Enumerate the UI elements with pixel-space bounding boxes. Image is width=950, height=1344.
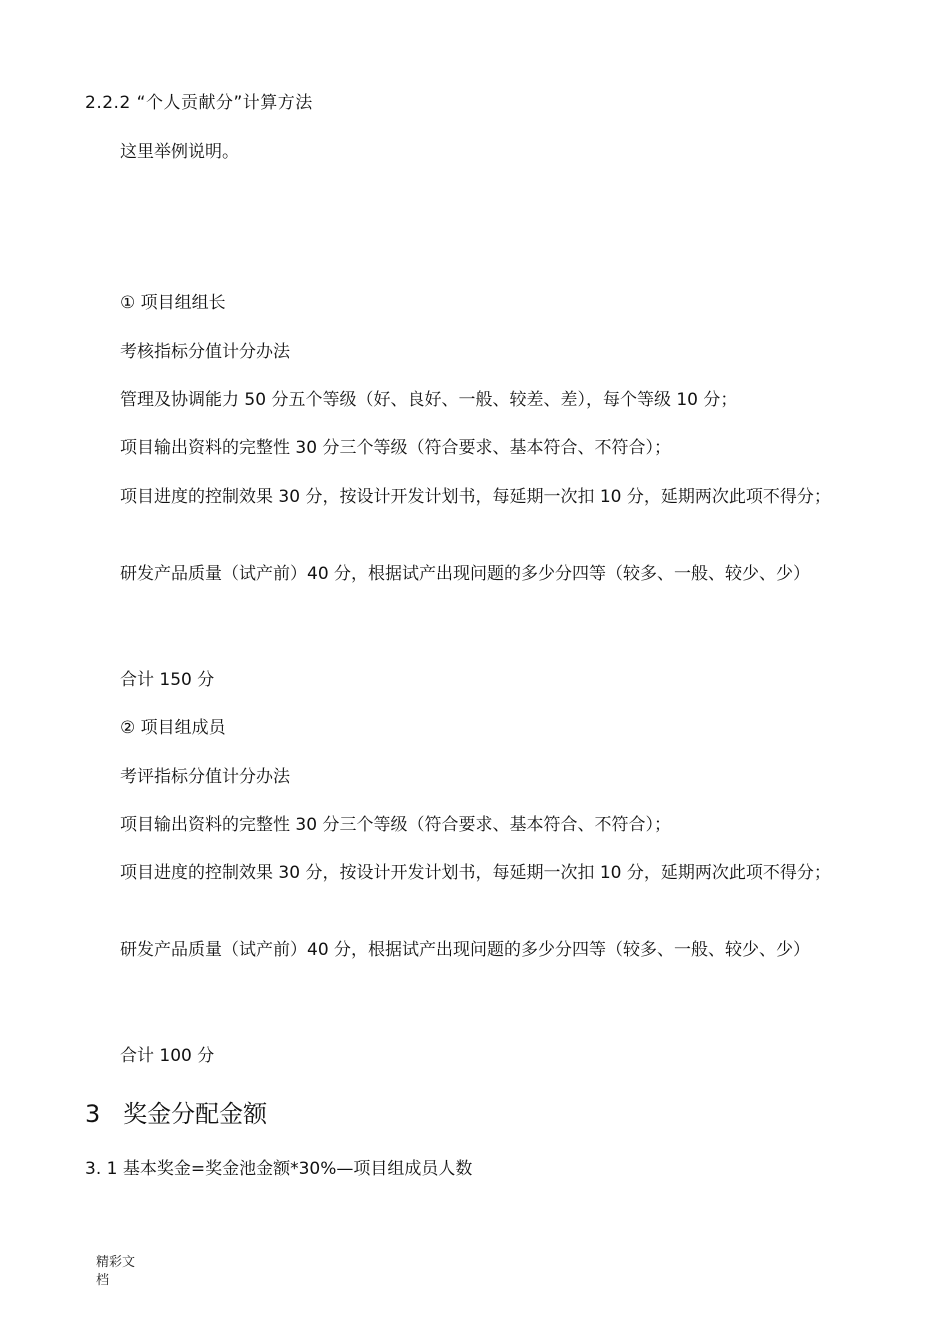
footer-watermark: 精彩文档 [96, 1255, 136, 1288]
member-item-3: 研发产品质量（试产前）40 分，根据试产出现问题的多少分四等（较多、一般、较少、少） [120, 940, 811, 960]
intro-paragraph: 这里举例说明。 [120, 142, 239, 162]
leader-method-label: 考核指标分值计分办法 [120, 342, 290, 362]
member-method-label: 考评指标分值计分办法 [120, 767, 290, 787]
leader-total: 合计 150 分 [120, 670, 215, 690]
leader-item-1: 管理及协调能力 50 分五个等级（好、良好、一般、较差、差），每个等级 10 分； [120, 390, 738, 410]
member-total: 合计 100 分 [120, 1046, 215, 1066]
member-item-1: 项目输出资料的完整性 30 分三个等级（符合要求、基本符合、不符合）； [120, 815, 671, 835]
section-heading-2-2-2: 2.2.2 “个人贡献分”计算方法 [85, 93, 313, 113]
section-heading-3-1: 3. 1 基本奖金=奖金池金额*30%—项目组成员人数 [85, 1159, 473, 1179]
member-title: ② 项目组成员 [120, 718, 226, 738]
leader-title: ① 项目组组长 [120, 293, 226, 313]
leader-item-4: 研发产品质量（试产前）40 分，根据试产出现问题的多少分四等（较多、一般、较少、少） [120, 564, 811, 584]
section-heading-3: 3 奖金分配金额 [85, 1100, 268, 1128]
member-item-2: 项目进度的控制效果 30 分，按设计开发计划书，每延期一次扣 10 分，延期两次此项不得分； [120, 863, 831, 883]
leader-item-3: 项目进度的控制效果 30 分，按设计开发计划书，每延期一次扣 10 分，延期两次此项不得分； [120, 487, 831, 507]
leader-item-2: 项目输出资料的完整性 30 分三个等级（符合要求、基本符合、不符合）； [120, 438, 671, 458]
